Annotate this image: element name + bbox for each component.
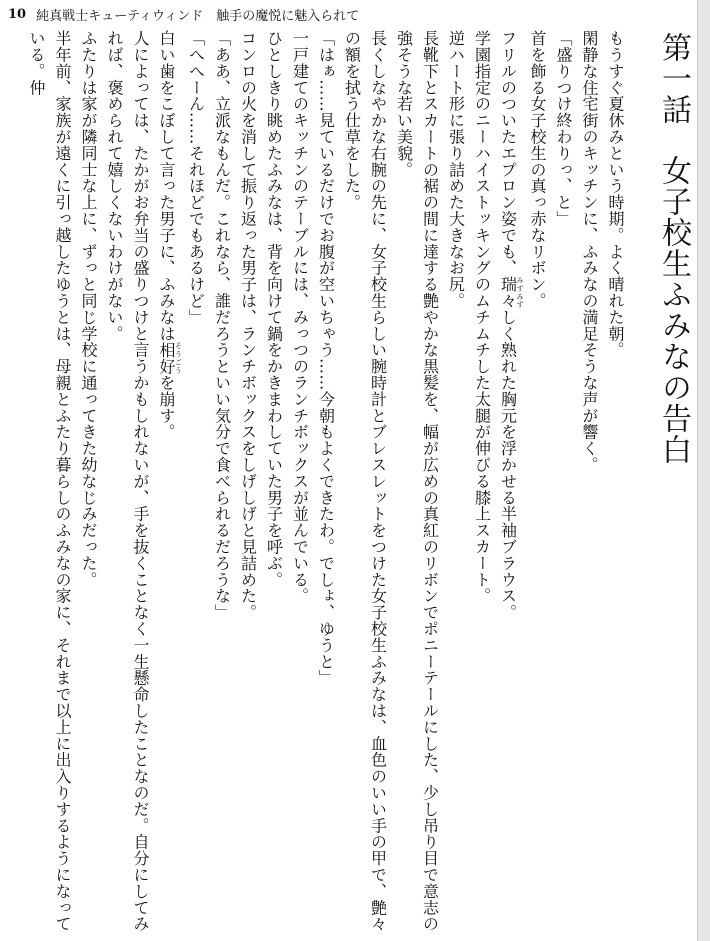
paragraph bbox=[313, 30, 339, 932]
text-segment: 人によっては、たかがお弁当の盛りつけと言うかもしれないが、手を抜くことなく一生懸命したことなのだ。自分にしてみれば、褒められて嬉しくないわけがない。 bbox=[105, 30, 150, 932]
paragraph bbox=[101, 30, 153, 932]
vertical-text-block bbox=[27, 30, 694, 932]
text-segment: 「はぁ……見ているだけでお腹が空いちゃう……今朝もよくできたわ。でしょ、ゆうと」 bbox=[316, 30, 336, 686]
paragraph bbox=[391, 30, 443, 932]
text-segment: 「盛りつけ終わりっ、と」 bbox=[554, 30, 573, 227]
text-segment: 閑静な住宅街のキッチンに、ふみなの満足そうな声が響く。 bbox=[580, 30, 599, 473]
chapter-title: 女子校生ふみなの告白 bbox=[656, 155, 691, 465]
paragraph bbox=[469, 30, 495, 932]
text-segment: フリルのついたエプロン姿でも、 bbox=[498, 30, 518, 276]
paragraph bbox=[153, 30, 183, 932]
text-segment: ひとしきり眺めたふみなは、背を向けて鍋をかきまわしていた男子を呼ぶ。 bbox=[264, 30, 284, 588]
paragraph bbox=[287, 30, 313, 932]
text-segment: を崩す。 bbox=[157, 374, 176, 441]
ruby-annotation: 相好そうごう bbox=[157, 341, 183, 375]
paragraph bbox=[339, 30, 391, 932]
ruby-reading: みずみず bbox=[516, 276, 524, 309]
text-segment: 学園指定のニーハイストッキングのムチムチした太腿が伸びる膝上スカート。 bbox=[472, 30, 492, 604]
paragraph bbox=[524, 30, 550, 932]
book-title: 純真戦士キューティウィンド 触手の魔悦に魅入られて bbox=[36, 8, 360, 24]
text-segment: しく熟れた胸元を浮かせる半袖ブラウス。 bbox=[498, 308, 518, 621]
text-segment: 半年前、家族が遠くに引っ越したゆうとは、母親とふたり暮らしのふみなの家に、それまで以上に出入りするようになっている。仲 bbox=[27, 30, 72, 932]
running-header bbox=[8, 4, 359, 24]
ruby-reading: そうごう bbox=[174, 341, 183, 375]
text-segment: 逆ハート形に張り詰めた大きなお尻。 bbox=[446, 30, 466, 309]
text-segment: 「ああ、立派なもんだ。これなら、誰だろうといい気分で食べられるだろうな」 bbox=[212, 30, 232, 621]
text-segment: 一戸建てのキッチンのテーブルには、みっつのランチボックスが並んでいる。 bbox=[290, 30, 310, 604]
body-text bbox=[23, 30, 628, 932]
text-segment: もうすぐ夏休みという時期。よく晴れた朝。 bbox=[606, 30, 625, 358]
paragraph bbox=[550, 30, 576, 932]
paragraph bbox=[23, 30, 75, 932]
paragraph bbox=[261, 30, 287, 932]
page-edge bbox=[697, 0, 710, 941]
paragraph bbox=[209, 30, 235, 932]
ruby-annotation: 瑞々みずみず bbox=[498, 276, 524, 309]
chapter-heading bbox=[652, 30, 694, 932]
paragraph bbox=[576, 30, 602, 932]
text-segment: 長くしなやかな右腕の先に、女子校生らしい腕時計とブレスレットをつけた女子校生ふみなは、血色のいい手の甲で、艶々の額を拭う仕草をした。 bbox=[342, 30, 388, 932]
chapter-number: 第一話 bbox=[656, 32, 691, 125]
paragraph bbox=[602, 30, 628, 932]
text-segment: コンロの火を消して振り返った男子は、ランチボックスをしげしげと見詰めた。 bbox=[238, 30, 258, 621]
text-segment: 長靴下とスカートの裾の間に達する艶やかな黒髪を、幅が広めの真紅のリボンでポニーテールにした、少し吊り目で意志の強そうな若い美貌。 bbox=[394, 30, 440, 932]
paragraph bbox=[443, 30, 469, 932]
page-number: 10 bbox=[8, 6, 27, 22]
text-segment: 「へへーん……それほどでもあるけど」 bbox=[186, 30, 206, 326]
text-segment: 首を飾る女子校生の真っ赤なリボン。 bbox=[528, 30, 547, 309]
paragraph bbox=[75, 30, 101, 932]
paragraph bbox=[235, 30, 261, 932]
text-segment: 白い歯をこぼして言った男子に、ふみなは bbox=[157, 30, 176, 342]
paragraph bbox=[495, 30, 525, 932]
text-segment: ふたりは家が隣同士な上に、ずっと同じ学校に通ってきた幼なじみだった。 bbox=[79, 30, 98, 588]
paragraph bbox=[183, 30, 209, 932]
